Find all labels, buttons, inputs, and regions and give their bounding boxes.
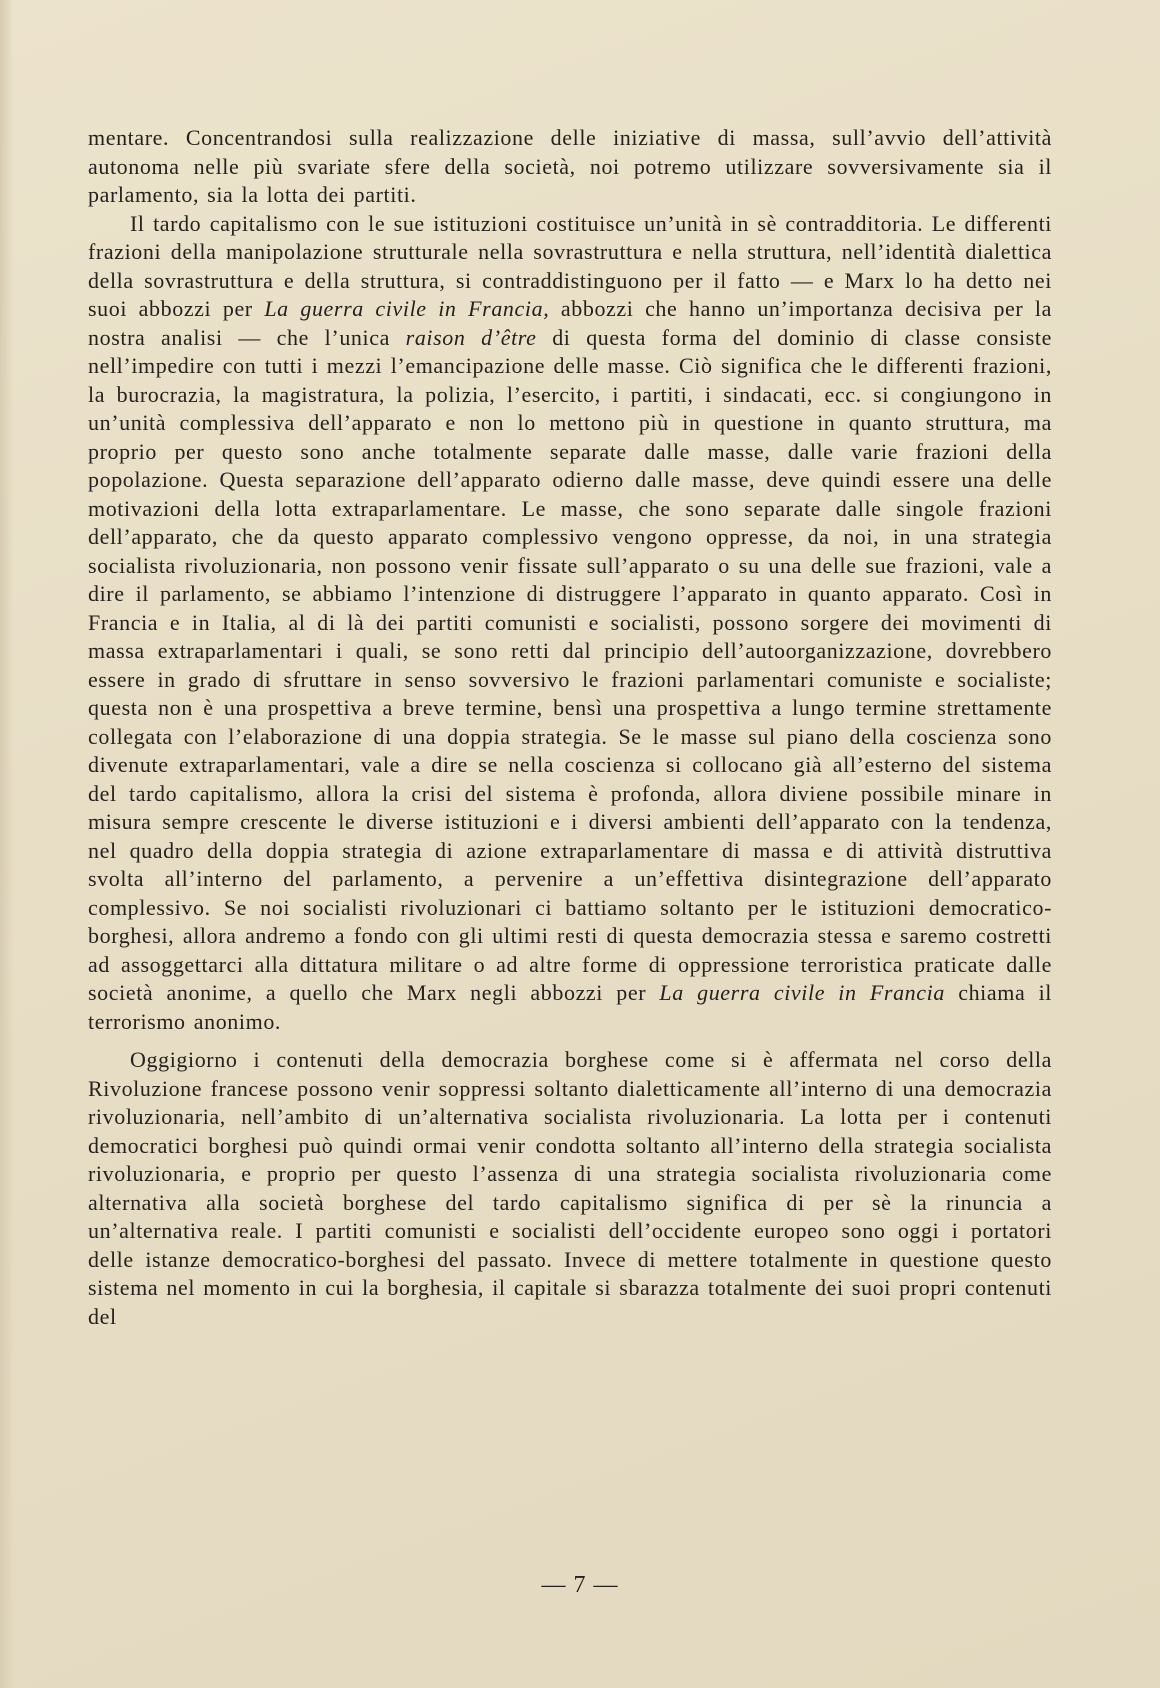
body-text	[88, 124, 1052, 1331]
page-number: — 7 —	[541, 1572, 619, 1598]
italic-title: La guerra civile in Francia,	[264, 296, 550, 321]
text-run: Oggigiorno i contenuti della democrazia borghese come si è affermata nel corso della Rivoluzione francese possono venir soppressi soltanto dialetticamente all’interno di una democrazia rivoluzionaria, nell’ambito di un’alternativa socialista rivoluzionaria. La lotta per i contenuti democratici borghesi può quindi ormai venir condotta soltanto all’interno della strategia socialista rivoluzionaria, e proprio per questo l’assenza di una strategia socialista rivoluzionaria come alternativa alla società borghese del tardo capitalismo significa di per sè la rinuncia a un’alternativa reale. I partiti comunisti e socialisti dell’occidente europeo sono oggi i portatori delle istanze democratico-borghesi del passato. Invece di mettere totalmente in questione questo sistema nel momento in cui la borghesia, il capitale si sbarazza totalmente dei suoi propri contenuti del	[88, 1047, 1052, 1329]
paragraph	[88, 124, 1052, 210]
text-run: di questa forma del dominio di classe consiste nell’impedire con tutti i mezzi l’emancipazione delle masse. Ciò significa che le differenti frazioni, la burocrazia, la magistratura, la polizia, l’esercito, i partiti, i sindacati, ecc. si congiungono in un’unità complessiva dell’apparato e non lo mettono più in questione in quanto struttura, ma proprio per questo sono anche totalmente separate dalle masse, dalle varie frazioni della popolazione. Questa separazione dell’apparato odierno dalle masse, deve quindi essere una delle motivazioni della lotta extraparlamentare. Le masse, che sono separate dalle singole frazioni dell’apparato, che da questo apparato complessivo vengono oppresse, da noi, in una strategia socialista rivoluzionaria, non possono venir fissate sull’apparato o su una delle sue frazioni, vale a dire il parlamento, se abbiamo l’intenzione di distruggere l’apparato in quanto apparato. Così in Francia e in Italia, al di là dei partiti comunisti e socialisti, possono sorgere dei movimenti di massa extraparlamentari i quali, se sono retti dal principio dell’autoorganizzazione, dovrebbero essere in grado di sfruttare in senso sovversivo le frazioni parlamentari comuniste e socialiste; questa non è una prospettiva a breve termine, bensì una prospettiva a lungo termine strettamente collegata con l’elaborazione di una doppia strategia. Se le masse sul piano della coscienza sono divenute extraparlamentari, vale a dire se nella coscienza si collocano già all’esterno del sistema del tardo capitalismo, allora la crisi del sistema è profonda, allora diviene possibile minare in misura sempre crescente le diverse istituzioni e i diversi ambienti dell’apparato con la tendenza, nel quadro della doppia strategia di azione extraparlamentare di massa e di attività distruttiva svolta all’interno del parlamento, a pervenire a un’effettiva disintegrazione dell’apparato complessivo. Se noi socialisti rivoluzionari ci battiamo soltanto per le istituzioni democratico-borghesi, allora andremo a fondo con gli ultimi resti di questa democrazia stessa e saremo costretti ad assoggettarci alla dittatura militare o ad altre forme di oppressione terroristica praticate dalle società anonime, a quello che Marx negli abbozzi per	[88, 324, 1052, 1005]
paragraph	[88, 210, 1052, 1037]
text-run: abbozzi che hanno un’importanza decisiva per la nostra analisi — che l’unica	[88, 296, 1052, 350]
paragraph	[88, 1046, 1052, 1331]
italic-title: La guerra civile in Francia	[659, 980, 945, 1005]
text-run: Il tardo capitalismo con le sue istituzioni costituisce un’unità in sè contradditoria. Le differenti frazioni della manipolazione strutturale nella sovrastruttura e nella struttura, nell’identità dialettica della sovrastruttura e della struttura, si contraddistinguono per il fatto — e Marx lo ha detto nei suoi abbozzi per	[88, 210, 1052, 321]
text-run: mentare. Concentrandosi sulla realizzazione delle iniziative di massa, sull’avvio dell’attività autonoma nelle più svariate sfere della società, noi potremo utilizzare sovversivamente sia il parlamento, sia la lotta dei partiti.	[88, 125, 1052, 207]
italic-title: raison d’être	[405, 324, 537, 350]
text-run: chiama il terrorismo anonimo.	[88, 980, 1052, 1034]
